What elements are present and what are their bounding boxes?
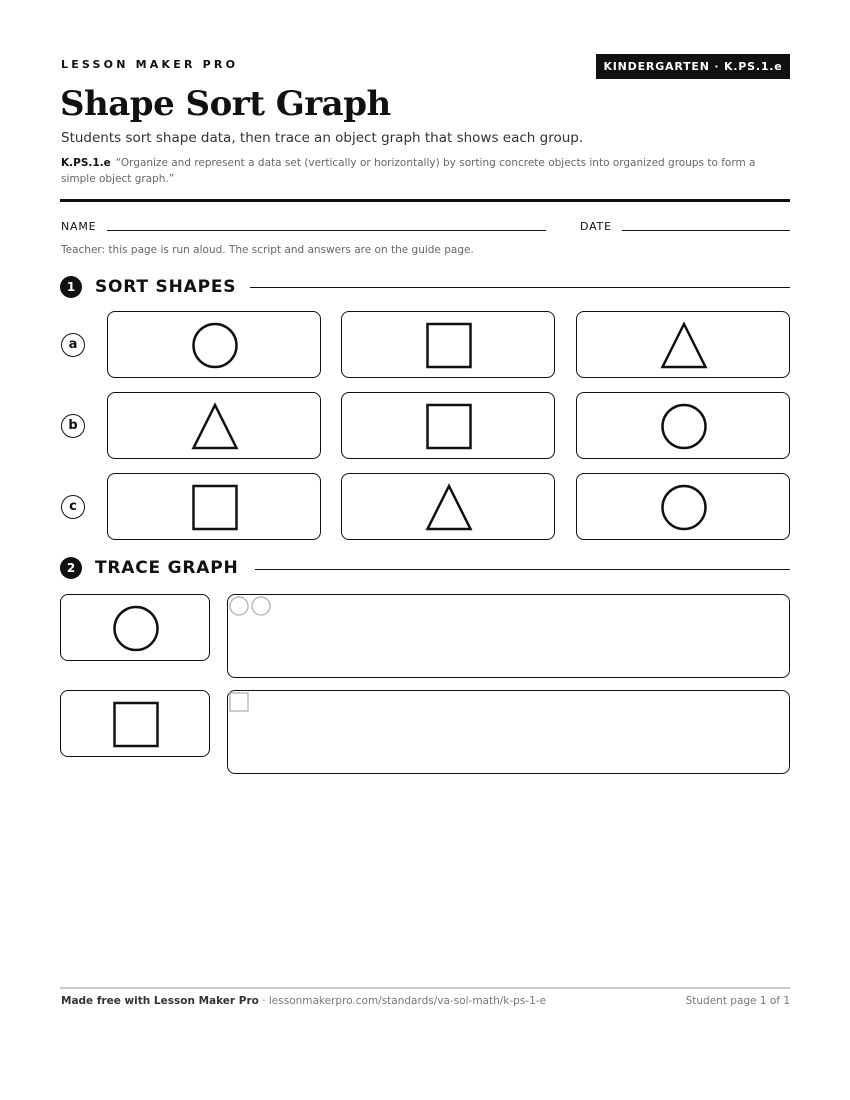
graph-key-card: [60, 594, 210, 661]
footer-divider: [60, 987, 790, 989]
section-number-badge: 2: [60, 557, 82, 579]
teacher-note: Teacher: this page is run aloud. The script and answers are on the guide page.: [61, 244, 474, 256]
section-title: SORT SHAPES: [95, 277, 237, 297]
grade-badge: KINDERGARTEN · K.PS.1.e: [596, 54, 790, 79]
standard-text: “Organize and represent a data set (vertically or horizontally) by sorting concrete objects into organized groups to form a simple object graph.”: [61, 157, 756, 185]
triangle-icon: [342, 474, 556, 541]
shape-card[interactable]: [107, 392, 321, 459]
name-label: NAME: [61, 220, 97, 233]
shape-card[interactable]: [107, 473, 321, 540]
circle-icon: [577, 474, 791, 541]
circle-icon: [577, 393, 791, 460]
square-icon: [108, 474, 322, 541]
section-number-badge: 1: [60, 276, 82, 298]
footer-url[interactable]: lessonmakerpro.com/standards/va-sol-math/k-ps-1-e: [268, 995, 547, 1007]
section-1-rule: [250, 287, 790, 288]
shape-card[interactable]: [576, 392, 790, 459]
section-1-heading: [60, 275, 236, 299]
footer-credit: [61, 995, 546, 1007]
trace-circle-icon: [228, 595, 250, 617]
shape-card[interactable]: [341, 311, 555, 378]
section-title: TRACE GRAPH: [95, 558, 239, 578]
date-field[interactable]: [622, 230, 790, 231]
shape-card[interactable]: [576, 473, 790, 540]
shape-card[interactable]: [341, 473, 555, 540]
square-icon: [61, 691, 211, 758]
standard-description: [61, 155, 786, 187]
page-number: Student page 1 of 1: [685, 995, 790, 1007]
triangle-icon: [577, 312, 791, 379]
brand-name: LESSON MAKER PRO: [61, 58, 239, 71]
shape-card[interactable]: [341, 392, 555, 459]
graph-key-card: [60, 690, 210, 757]
page-title: Shape Sort Graph: [60, 84, 391, 124]
section-2-heading: [60, 556, 239, 580]
square-icon: [342, 312, 556, 379]
date-label: DATE: [580, 220, 612, 233]
footer-made-with: Made free with Lesson Maker Pro: [61, 995, 259, 1007]
shape-card[interactable]: [576, 311, 790, 378]
trace-circle-icon: [250, 595, 272, 617]
standard-code: K.PS.1.e: [61, 157, 111, 169]
shape-card[interactable]: [107, 311, 321, 378]
trace-row[interactable]: [227, 690, 790, 774]
trace-row[interactable]: [227, 594, 790, 678]
circle-icon: [61, 595, 211, 662]
triangle-icon: [108, 393, 322, 460]
row-letter-b: b: [61, 414, 85, 438]
row-letter-c: c: [61, 495, 85, 519]
section-2-rule: [255, 569, 790, 570]
trace-square-icon: [228, 691, 250, 713]
square-icon: [342, 393, 556, 460]
row-letter-a: a: [61, 333, 85, 357]
circle-icon: [108, 312, 322, 379]
name-field[interactable]: [107, 230, 546, 231]
header-divider: [60, 199, 790, 202]
footer-separator: ·: [258, 995, 269, 1007]
page-subtitle: Students sort shape data, then trace an object graph that shows each group.: [61, 130, 584, 146]
